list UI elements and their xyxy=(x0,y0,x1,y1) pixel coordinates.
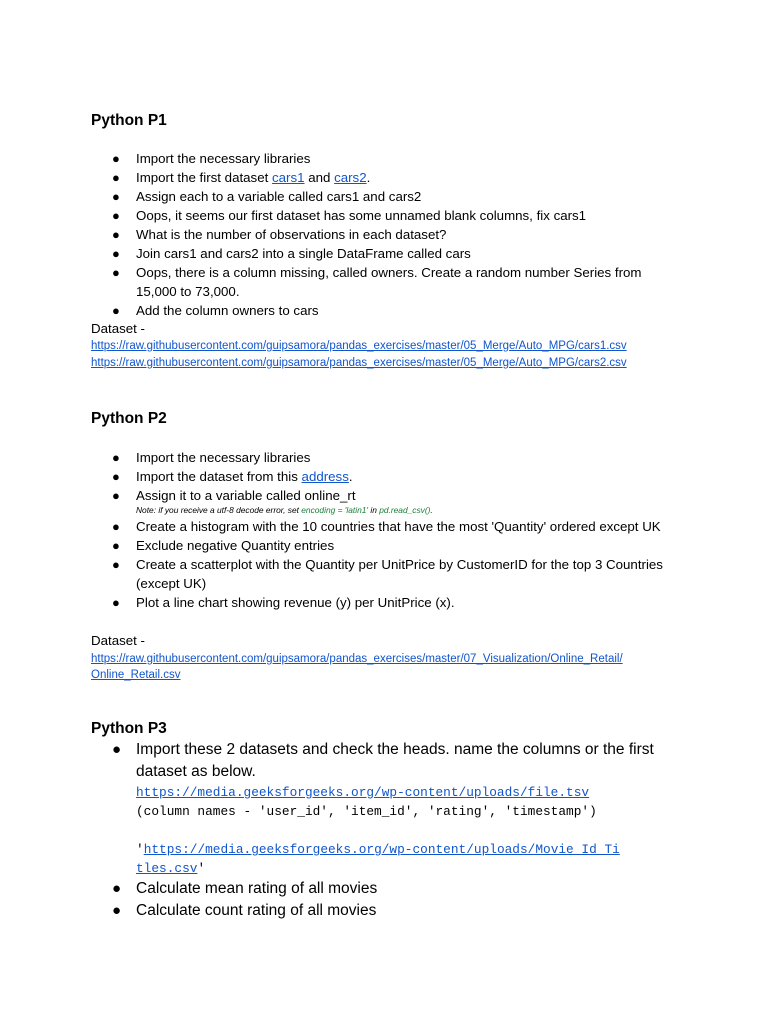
cars1-link[interactable]: cars1 xyxy=(271,170,305,185)
dataset-label: Dataset - xyxy=(91,321,145,336)
p2-task-list xyxy=(0,448,768,612)
cars2-link[interactable]: cars2 xyxy=(334,170,367,185)
p3-task-list xyxy=(0,739,768,922)
file-tsv-link[interactable]: https://media.geeksforgeeks.org/wp-content/uploads/file.tsv xyxy=(136,785,590,800)
list-item: ● Assign each to a variable called cars1 and cars2 xyxy=(112,189,422,204)
list-item: ● Oops, it seems our first dataset has some unnamed blank columns, fix cars1 xyxy=(112,208,587,223)
blank-line xyxy=(136,821,676,840)
movie-titles-link[interactable]: https://media.geeksforgeeks.org/wp-content/uploads/Movie_Id_Ti xyxy=(143,842,620,857)
list-item: ● Import these 2 datasets and check the heads. name the columns or the first dataset as below. https://media.geeksforgeeks.org/wp-content/uploads/file.tsv (column names - 'user_id', 'item_id', 'rating', 'timestamp') 'https://media.geeksforgeeks.org/wp-content/uploads/Movie_Id_Ti tles.csv' xyxy=(0,739,676,878)
online-retail-url-line1[interactable]: https://raw.githubusercontent.com/guipsamora/pandas_exercises/master/07_Visualization/Online_Retail/ xyxy=(91,653,623,665)
list-item: ● Calculate mean rating of all movies xyxy=(112,880,378,897)
movie-titles-link[interactable]: tles.csv xyxy=(136,861,198,876)
list-item: ● Import the first dataset cars1 and cars2. xyxy=(112,170,371,185)
p1-task-list xyxy=(0,149,768,320)
movie-titles-url-line2: tles.csv' xyxy=(136,861,206,876)
list-item: ● Import the necessary libraries xyxy=(112,450,311,465)
section-heading-p1: Python P1 xyxy=(91,112,167,129)
list-item: ● Create a histogram with the 10 countries that have the most 'Quantity' ordered except UK xyxy=(112,519,661,534)
dataset-label: Dataset - xyxy=(91,633,145,648)
online-retail-url-line2[interactable]: Online_Retail.csv xyxy=(91,669,181,681)
section-heading-p2: Python P2 xyxy=(91,410,167,427)
cars1-url-link[interactable]: https://raw.githubusercontent.com/guipsamora/pandas_exercises/master/05_Merge/Auto_MPG/cars1.csv xyxy=(91,340,627,352)
list-item: ● Plot a line chart showing revenue (y) per UnitPrice (x). xyxy=(112,595,455,610)
list-item: ● Oops, there is a column missing, called owners. Create a random number Series from 15,000 to 73,000. xyxy=(112,265,642,299)
list-item: ● Create a scatterplot with the Quantity per UnitPrice by CustomerID for the top 3 Countries (except UK) xyxy=(112,557,663,591)
list-item: ● Import the dataset from this address. xyxy=(112,469,353,484)
list-item: ● What is the number of observations in each dataset? xyxy=(112,227,447,242)
section-heading-p3: Python P3 xyxy=(91,720,167,737)
list-item: ● Add the column owners to cars xyxy=(112,303,319,318)
cars2-url-link[interactable]: https://raw.githubusercontent.com/guipsamora/pandas_exercises/master/05_Merge/Auto_MPG/cars2.csv xyxy=(91,357,627,369)
list-item: ● Calculate count rating of all movies xyxy=(112,902,377,919)
list-item: ● Assign it to a variable called online_rt xyxy=(112,488,356,503)
encoding-note: Note: if you receive a utf-8 decode error, set encoding = 'latin1' in pd.read_csv(). xyxy=(136,505,433,515)
address-link[interactable]: address xyxy=(301,469,349,484)
column-names-note: (column names - 'user_id', 'item_id', 'rating', 'timestamp') xyxy=(136,804,597,819)
list-item: ● Join cars1 and cars2 into a single DataFrame called cars xyxy=(112,246,471,261)
list-item: ● Import the necessary libraries xyxy=(112,151,311,166)
list-item: ● Exclude negative Quantity entries xyxy=(112,538,335,553)
movie-titles-url-line1: 'https://media.geeksforgeeks.org/wp-content/uploads/Movie_Id_Ti xyxy=(136,842,620,857)
